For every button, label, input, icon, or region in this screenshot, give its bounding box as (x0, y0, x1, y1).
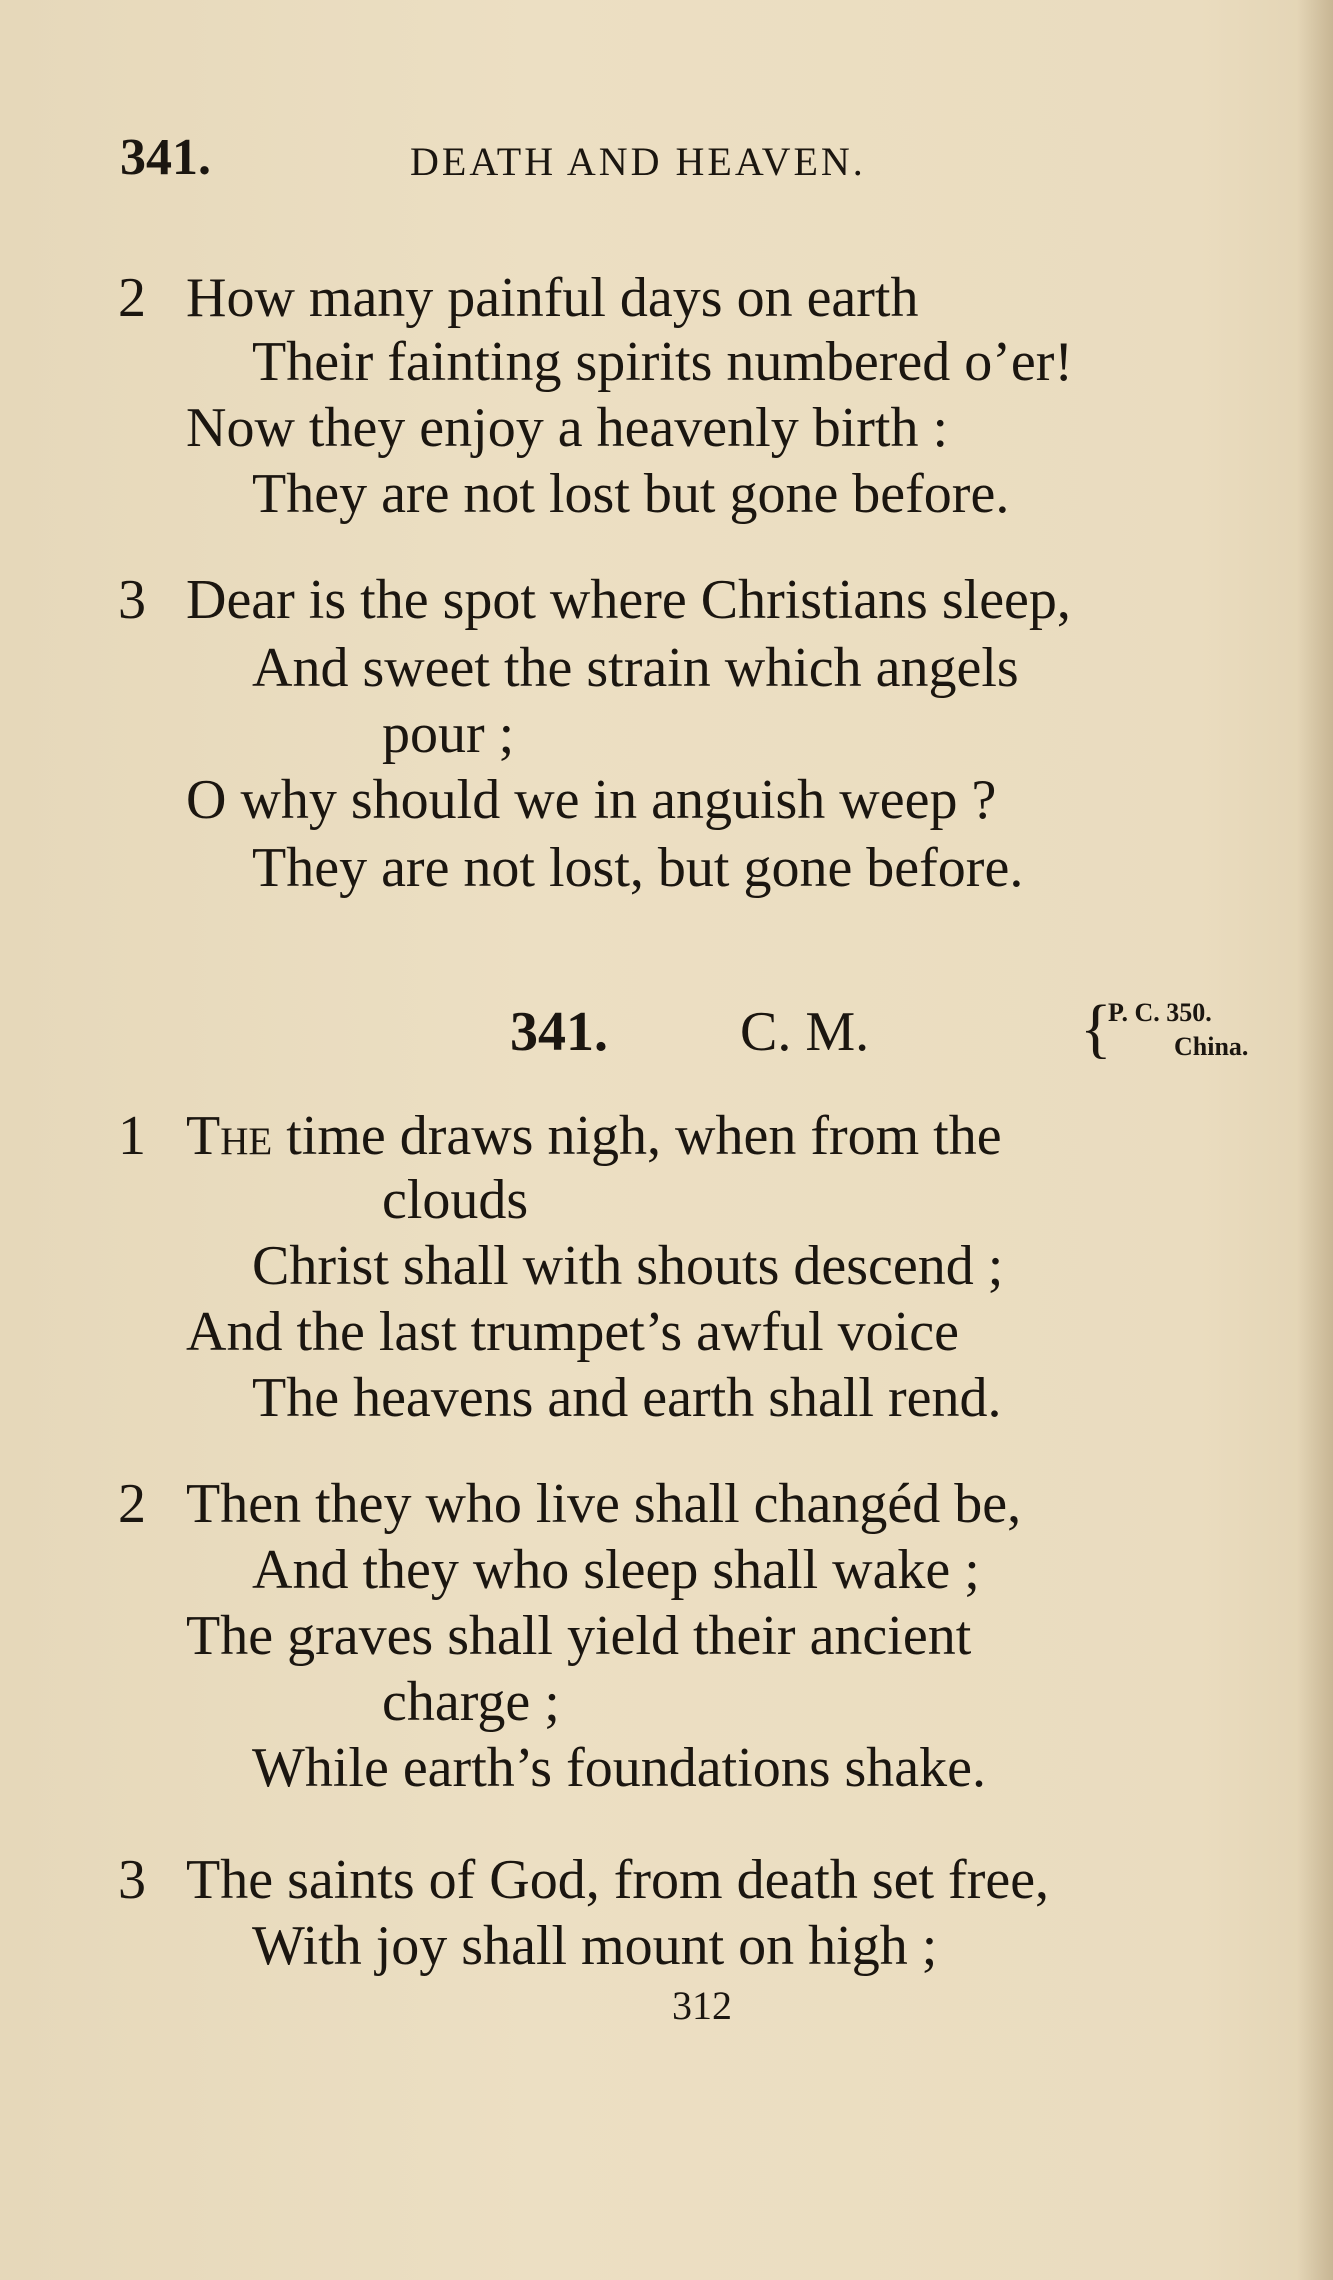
verse-line: pour ; (382, 703, 515, 765)
verse-line: clouds (382, 1169, 529, 1231)
hymn-meter: C. M. (740, 1001, 870, 1063)
verse-number: 2 (118, 267, 146, 329)
running-header (120, 128, 1020, 188)
verse-line: And the last trumpet’s awful voice (186, 1301, 959, 1363)
verse-line: O why should we in anguish weep ? (186, 769, 997, 831)
verse-number: 3 (118, 1849, 146, 1911)
verse-line: The heavens and earth shall rend. (252, 1367, 1002, 1429)
tune-reference: P. C. 350. (1108, 998, 1212, 1027)
tune-name: China. (1174, 1032, 1249, 1061)
verse-line: Then they who live shall changéd be, (186, 1473, 1022, 1535)
verse-line: Christ shall with shouts descend ; (252, 1235, 1004, 1297)
verse-line: How many painful days on earth (186, 267, 919, 329)
verse-line: They are not lost, but gone before. (252, 837, 1024, 899)
header-hymn-number: 341. (120, 129, 211, 186)
verse-line: charge ; (382, 1671, 560, 1733)
verse-number: 2 (118, 1473, 146, 1535)
page-edge-shadow (1297, 0, 1333, 2280)
verse-number: 1 (118, 1105, 146, 1167)
hymn-heading (510, 992, 1310, 1080)
header-title: DEATH AND HEAVEN. (410, 139, 866, 184)
verse-number: 3 (118, 569, 146, 631)
verse-line-rest: time draws nigh, when from the (272, 1105, 1002, 1167)
verse-line: They are not lost but gone before. (252, 463, 1010, 525)
verse-line: While earth’s foundations shake. (252, 1737, 987, 1799)
verse-line: Dear is the spot where Christians sleep, (186, 569, 1071, 631)
verse-line: Their fainting spirits numbered o’er! (252, 331, 1074, 393)
page-number: 312 (672, 1983, 732, 2028)
hymn-number: 341. (510, 1001, 608, 1063)
verse-line: And they who sleep shall wake ; (252, 1539, 980, 1601)
verse-line: And sweet the strain which angels (252, 637, 1019, 699)
tune-brace: { (1080, 992, 1112, 1065)
verse-first-word: The (186, 1105, 273, 1167)
verse-line: The graves shall yield their ancient (186, 1605, 972, 1667)
verse-line: Now they enjoy a heavenly birth : (186, 397, 949, 459)
verse-line: With joy shall mount on high ; (252, 1915, 938, 1977)
verse-line: The saints of God, from death set free, (186, 1849, 1050, 1911)
verse-line (186, 1105, 1002, 1167)
